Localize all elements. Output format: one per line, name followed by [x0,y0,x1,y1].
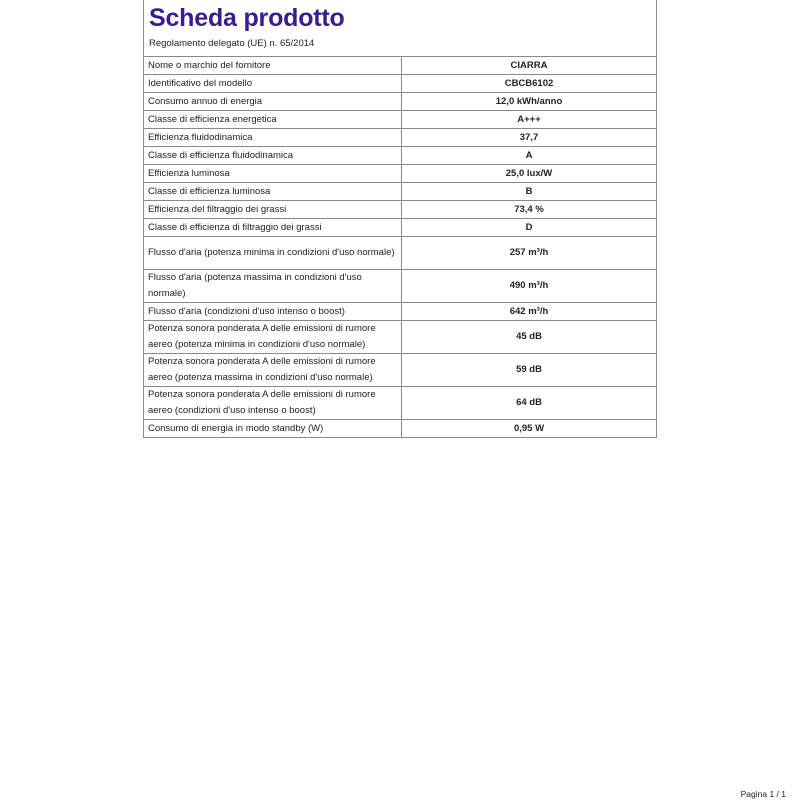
regulation-reference: Regolamento delegato (UE) n. 65/2014 [149,38,315,49]
table-row [144,420,656,438]
row-value: CIARRA [402,57,657,75]
row-label: Flusso d'aria (potenza minima in condizioni d'uso normale) [144,237,402,270]
table-row [144,147,656,165]
table-row [144,183,656,201]
row-label: Classe di efficienza energetica [144,111,402,129]
table-row [144,165,656,183]
row-label: Consumo annuo di energia [144,93,402,111]
table-row [144,75,656,93]
table-row [144,57,656,75]
row-value: 59 dB [402,354,657,387]
table-row [144,129,656,147]
row-label: Flusso d'aria (condizioni d'uso intenso o boost) [144,303,402,321]
table-row [144,219,656,237]
row-value: 490 m³/h [402,270,657,303]
table-row [144,201,656,219]
product-sheet [143,0,657,438]
row-value: A [402,147,657,165]
row-value: 642 m³/h [402,303,657,321]
row-label: Potenza sonora ponderata A delle emissioni di rumore aereo (condizioni d'uso intenso o boost) [144,387,402,420]
table-row [144,111,656,129]
row-label: Flusso d'aria (potenza massima in condizioni d'uso normale) [144,270,402,303]
row-value: B [402,183,657,201]
spec-table [144,57,656,438]
table-row [144,270,656,303]
row-label: Potenza sonora ponderata A delle emissioni di rumore aereo (potenza massima in condizioni d'uso normale) [144,354,402,387]
row-value: 37,7 [402,129,657,147]
row-value: 0,95 W [402,420,657,438]
row-value: 12,0 kWh/anno [402,93,657,111]
page-number: Pagina 1 / 1 [740,789,786,799]
title-block [144,0,656,57]
row-value: A+++ [402,111,657,129]
table-row [144,237,656,270]
row-label: Nome o marchio del fornitore [144,57,402,75]
table-row [144,93,656,111]
row-label: Potenza sonora ponderata A delle emissioni di rumore aereo (potenza minima in condizioni d'uso normale) [144,321,402,354]
row-label: Identificativo del modello [144,75,402,93]
row-label: Efficienza luminosa [144,165,402,183]
row-value: 45 dB [402,321,657,354]
row-label: Classe di efficienza fluidodinamica [144,147,402,165]
row-value: 257 m³/h [402,237,657,270]
row-label: Efficienza fluidodinamica [144,129,402,147]
row-value: 73,4 % [402,201,657,219]
row-label: Classe di efficienza di filtraggio dei grassi [144,219,402,237]
table-row [144,303,656,321]
row-label: Classe di efficienza luminosa [144,183,402,201]
row-value: 25,0 lux/W [402,165,657,183]
row-value: 64 dB [402,387,657,420]
row-value: D [402,219,657,237]
table-row [144,354,656,387]
table-row [144,321,656,354]
row-value: CBCB6102 [402,75,657,93]
table-row [144,387,656,420]
page-title: Scheda prodotto [149,4,345,32]
row-label: Consumo di energia in modo standby (W) [144,420,402,438]
row-label: Efficienza del filtraggio dei grassi [144,201,402,219]
